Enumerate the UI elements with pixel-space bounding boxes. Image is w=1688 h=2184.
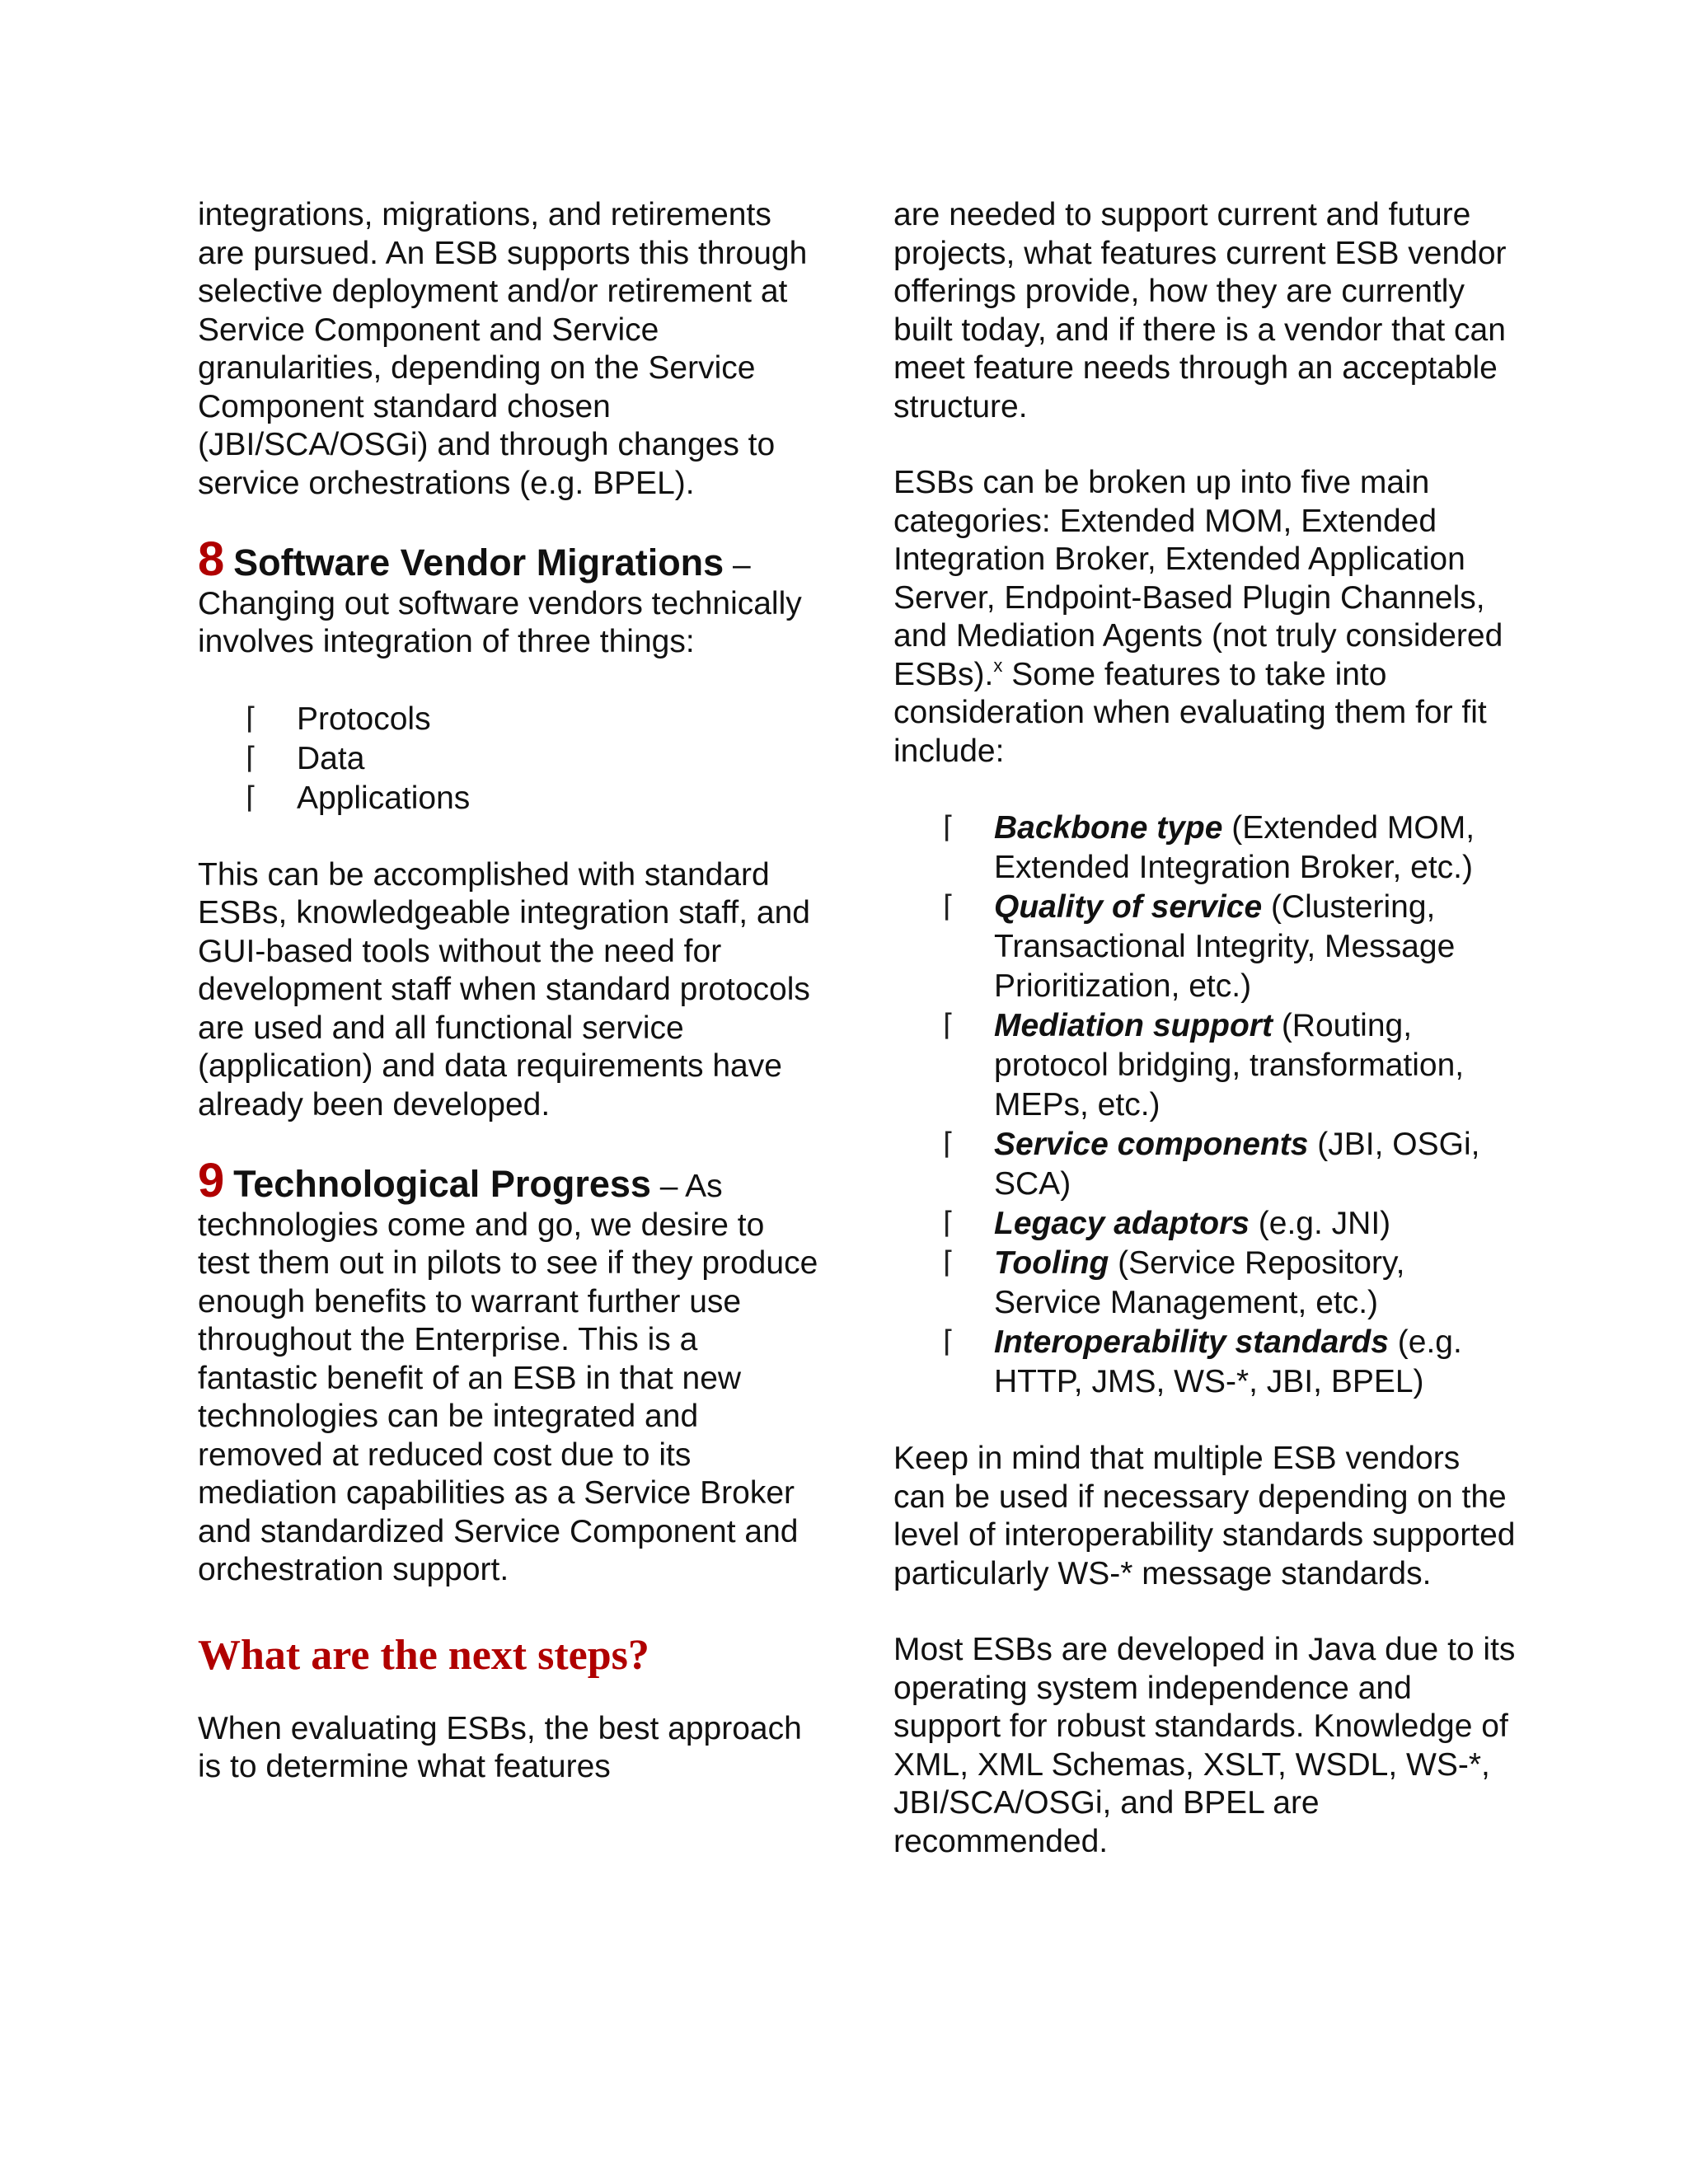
list-item	[198, 739, 824, 779]
bullet-icon: ⌈	[943, 1207, 955, 1240]
next-steps-heading: What are the next steps?	[198, 1631, 649, 1679]
section-number: 9	[198, 1154, 225, 1207]
bullet-icon: ⌈	[943, 1246, 955, 1280]
list-item	[893, 808, 1520, 888]
categories-paragraph	[893, 464, 1520, 771]
right-column	[893, 196, 1520, 1861]
feature-desc: (Routing, protocol bridging, transformation, MEPs, etc.)	[994, 1008, 1465, 1122]
feature-term: Quality of service	[994, 889, 1263, 925]
section-8-after-paragraph: This can be accomplished with standard ESBs, knowledgeable integration staff, and GUI-based tools without the need for development staff when standard protocols are used and all functional service (application) and data requirements have already been developed.	[198, 856, 810, 1122]
feature-desc: (Extended MOM, Extended Integration Broker, etc.)	[994, 810, 1475, 885]
list-item	[893, 1244, 1520, 1323]
categories-text-b: Some features to take into consideration when evaluating them for fit include:	[893, 656, 1487, 769]
section-title: Technological Progress	[233, 1163, 651, 1205]
multi-vendor-paragraph: Keep in mind that multiple ESB vendors can be used if necessary depending on the level of interoperability standards supported particularly WS-* message standards.	[893, 1441, 1516, 1591]
feature-term: Tooling	[994, 1245, 1109, 1281]
feature-term: Mediation support	[994, 1008, 1273, 1043]
features-list	[893, 808, 1520, 1402]
bullet-icon: ⌈	[943, 1009, 955, 1043]
bullet-icon: ⌈	[943, 1127, 955, 1161]
list-item	[893, 1125, 1520, 1204]
section-9	[198, 1154, 824, 1590]
feature-desc: (JBI, OSGi, SCA)	[994, 1127, 1480, 1202]
section-number: 8	[198, 532, 225, 586]
bullet-icon: ⌈	[943, 811, 955, 845]
list-item	[893, 1006, 1520, 1125]
bullet-icon: ⌈	[943, 1325, 955, 1359]
list-item	[198, 700, 824, 739]
section-8-body: Changing out software vendors technically involves integration of three things:	[198, 585, 802, 659]
feature-desc: (e.g. JNI)	[1249, 1206, 1391, 1241]
section-title: Software Vendor Migrations	[233, 541, 724, 583]
list-item-text: Protocols	[297, 701, 431, 737]
feature-term: Service components	[994, 1127, 1309, 1162]
bullet-icon: ⌈	[943, 890, 955, 924]
continuation-paragraph: are needed to support current and future projects, what features current ESB vendor offerings provide, how they are currently built today, and if there is a vendor that can meet feature needs through an acceptable structure.	[893, 197, 1507, 424]
feature-desc: (Service Repository, Service Management, etc.)	[994, 1245, 1405, 1320]
feature-desc: (e.g. HTTP, JMS, WS-*, JBI, BPEL)	[994, 1324, 1462, 1399]
section-9-body: technologies come and go, we desire to test them out in pilots to see if they produce enough benefits to warrant further use throughout the Enterprise. This is a fantastic benefit of an ESB in that new technologies can be integrated and removed at reduced cost due to its mediation capabilities as a Service Broker and standardized Service Component and orchestration support.	[198, 1207, 818, 1587]
list-item	[198, 779, 824, 818]
section-9-heading	[198, 1154, 824, 1207]
bullet-icon: ⌈	[246, 741, 258, 776]
section-dash-text: – As	[659, 1169, 723, 1204]
left-column	[198, 196, 824, 1787]
feature-desc: (Clustering, Transactional Integrity, Message Prioritization, etc.)	[994, 889, 1456, 1004]
feature-term: Legacy adaptors	[994, 1206, 1250, 1241]
list-item	[893, 888, 1520, 1006]
list-item-text: Applications	[297, 780, 471, 816]
bullet-icon: ⌈	[246, 701, 258, 736]
intro-paragraph: integrations, migrations, and retirements are pursued. An ESB supports this through selective deployment and/or retirement at Service Component and Service granularities, depending on the Service Component standard chosen (JBI/SCA/OSGi) and through changes to service orchestrations (e.g. BPEL).	[198, 197, 808, 501]
categories-text-a: ESBs can be broken up into five main categories: Extended MOM, Extended Integration Broker, Extended Application Server, Endpoint-Based Plugin Channels, and Mediation Agents (not truly considered ESBs).	[893, 465, 1503, 692]
list-item	[893, 1204, 1520, 1244]
vendor-items-list	[198, 700, 824, 818]
next-steps-paragraph: When evaluating ESBs, the best approach is to determine what features	[198, 1710, 802, 1784]
section-8-heading	[198, 532, 824, 586]
feature-term: Interoperability standards	[994, 1324, 1389, 1360]
section-dash: –	[733, 547, 751, 583]
footnote-marker: x	[993, 654, 1003, 676]
list-item	[893, 1323, 1520, 1402]
bullet-icon: ⌈	[246, 780, 258, 815]
section-8	[198, 532, 824, 1124]
list-item-text: Data	[297, 740, 365, 776]
java-paragraph: Most ESBs are developed in Java due to its operating system independence and support for robust standards. Knowledge of XML, XML Schemas, XSLT, WSDL, WS-*, JBI/SCA/OSGi, and BPEL are recommended.	[893, 1632, 1516, 1859]
feature-term: Backbone type	[994, 810, 1223, 846]
